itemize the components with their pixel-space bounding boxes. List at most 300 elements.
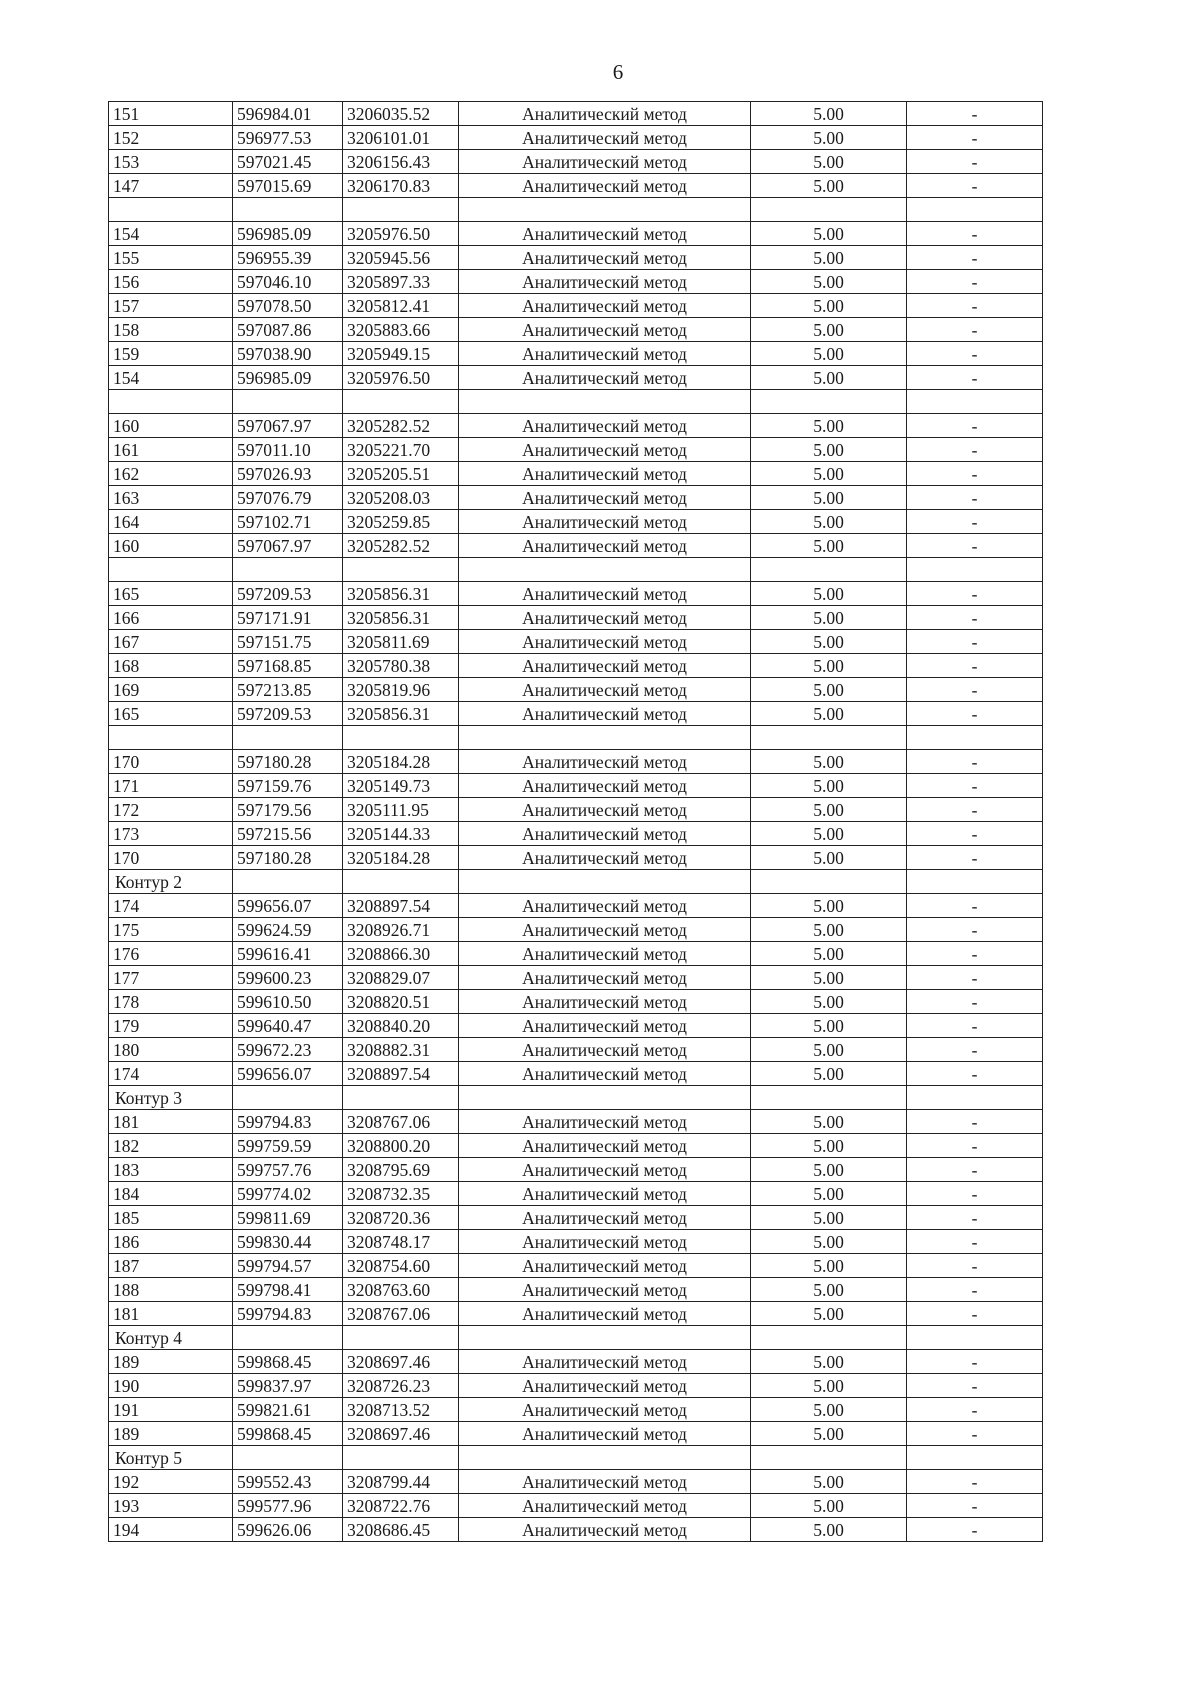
description: - (907, 126, 1043, 150)
method: Аналитический метод (459, 270, 751, 294)
y-coordinate: 3205205.51 (343, 462, 459, 486)
method: Аналитический метод (459, 798, 751, 822)
empty-cell (751, 198, 907, 222)
point-number: 165 (109, 582, 233, 606)
empty-cell (459, 390, 751, 414)
point-number: 173 (109, 822, 233, 846)
method: Аналитический метод (459, 894, 751, 918)
accuracy: 5.00 (751, 942, 907, 966)
table-row (109, 1398, 1043, 1422)
empty-cell (109, 390, 233, 414)
table-row (109, 774, 1043, 798)
y-coordinate: 3205897.33 (343, 270, 459, 294)
accuracy: 5.00 (751, 1254, 907, 1278)
empty-cell (459, 1326, 751, 1350)
y-coordinate: 3208795.69 (343, 1158, 459, 1182)
y-coordinate: 3208767.06 (343, 1302, 459, 1326)
description: - (907, 414, 1043, 438)
table-row (109, 1158, 1043, 1182)
accuracy: 5.00 (751, 102, 907, 126)
table-row (109, 1278, 1043, 1302)
accuracy: 5.00 (751, 414, 907, 438)
empty-cell (459, 558, 751, 582)
accuracy: 5.00 (751, 1350, 907, 1374)
description: - (907, 318, 1043, 342)
method: Аналитический метод (459, 102, 751, 126)
accuracy: 5.00 (751, 270, 907, 294)
y-coordinate: 3205282.52 (343, 534, 459, 558)
table-row (109, 1134, 1043, 1158)
description: - (907, 1062, 1043, 1086)
point-number: 163 (109, 486, 233, 510)
point-number: 165 (109, 702, 233, 726)
point-number: 177 (109, 966, 233, 990)
point-number: 182 (109, 1134, 233, 1158)
empty-cell (109, 198, 233, 222)
empty-cell (751, 558, 907, 582)
accuracy: 5.00 (751, 918, 907, 942)
point-number: 156 (109, 270, 233, 294)
contour-label: Контур 3 (109, 1086, 233, 1110)
description: - (907, 174, 1043, 198)
x-coordinate: 599624.59 (233, 918, 343, 942)
method: Аналитический метод (459, 942, 751, 966)
accuracy: 5.00 (751, 654, 907, 678)
accuracy: 5.00 (751, 1110, 907, 1134)
method: Аналитический метод (459, 966, 751, 990)
y-coordinate: 3205282.52 (343, 414, 459, 438)
y-coordinate: 3205812.41 (343, 294, 459, 318)
method: Аналитический метод (459, 534, 751, 558)
x-coordinate: 599868.45 (233, 1350, 343, 1374)
point-number: 191 (109, 1398, 233, 1422)
point-number: 152 (109, 126, 233, 150)
x-coordinate: 597011.10 (233, 438, 343, 462)
point-number: 181 (109, 1302, 233, 1326)
x-coordinate: 597026.93 (233, 462, 343, 486)
table-row (109, 918, 1043, 942)
contour-label: Контур 5 (109, 1446, 233, 1470)
table-row (109, 366, 1043, 390)
method: Аналитический метод (459, 174, 751, 198)
description: - (907, 582, 1043, 606)
table-row (109, 678, 1043, 702)
description: - (907, 1278, 1043, 1302)
description: - (907, 342, 1043, 366)
description: - (907, 534, 1043, 558)
description: - (907, 1134, 1043, 1158)
empty-cell (907, 558, 1043, 582)
method: Аналитический метод (459, 414, 751, 438)
point-number: 176 (109, 942, 233, 966)
contour-label: Контур 4 (109, 1326, 233, 1350)
method: Аналитический метод (459, 918, 751, 942)
empty-cell (751, 1086, 907, 1110)
x-coordinate: 597215.56 (233, 822, 343, 846)
y-coordinate: 3205976.50 (343, 222, 459, 246)
y-coordinate: 3208926.71 (343, 918, 459, 942)
description: - (907, 246, 1043, 270)
accuracy: 5.00 (751, 294, 907, 318)
method: Аналитический метод (459, 630, 751, 654)
y-coordinate: 3205883.66 (343, 318, 459, 342)
method: Аналитический метод (459, 438, 751, 462)
x-coordinate: 597180.28 (233, 846, 343, 870)
empty-cell (233, 1446, 343, 1470)
description: - (907, 438, 1043, 462)
table-row (109, 126, 1043, 150)
description: - (907, 798, 1043, 822)
empty-cell (907, 198, 1043, 222)
accuracy: 5.00 (751, 126, 907, 150)
x-coordinate: 596977.53 (233, 126, 343, 150)
x-coordinate: 597046.10 (233, 270, 343, 294)
y-coordinate: 3208840.20 (343, 1014, 459, 1038)
point-number: 189 (109, 1350, 233, 1374)
empty-cell (907, 1326, 1043, 1350)
y-coordinate: 3206101.01 (343, 126, 459, 150)
empty-cell (343, 1446, 459, 1470)
description: - (907, 606, 1043, 630)
accuracy: 5.00 (751, 894, 907, 918)
accuracy: 5.00 (751, 1494, 907, 1518)
x-coordinate: 599552.43 (233, 1470, 343, 1494)
point-number: 159 (109, 342, 233, 366)
x-coordinate: 597209.53 (233, 702, 343, 726)
x-coordinate: 599626.06 (233, 1518, 343, 1542)
y-coordinate: 3208800.20 (343, 1134, 459, 1158)
empty-cell (751, 1446, 907, 1470)
description: - (907, 222, 1043, 246)
accuracy: 5.00 (751, 1302, 907, 1326)
point-number: 174 (109, 894, 233, 918)
empty-cell (343, 558, 459, 582)
point-number: 181 (109, 1110, 233, 1134)
point-number: 162 (109, 462, 233, 486)
x-coordinate: 597015.69 (233, 174, 343, 198)
table-row (109, 582, 1043, 606)
coordinates-table-body (109, 102, 1043, 1542)
table-row (109, 1206, 1043, 1230)
method: Аналитический метод (459, 462, 751, 486)
point-number: 192 (109, 1470, 233, 1494)
y-coordinate: 3205111.95 (343, 798, 459, 822)
point-number: 183 (109, 1158, 233, 1182)
contour-header-row (109, 1446, 1043, 1470)
table-row (109, 318, 1043, 342)
point-number: 174 (109, 1062, 233, 1086)
point-number: 164 (109, 510, 233, 534)
x-coordinate: 599774.02 (233, 1182, 343, 1206)
method: Аналитический метод (459, 774, 751, 798)
y-coordinate: 3205819.96 (343, 678, 459, 702)
method: Аналитический метод (459, 1014, 751, 1038)
method: Аналитический метод (459, 1062, 751, 1086)
empty-cell (233, 726, 343, 750)
point-number: 190 (109, 1374, 233, 1398)
empty-cell (459, 1086, 751, 1110)
description: - (907, 990, 1043, 1014)
point-number: 167 (109, 630, 233, 654)
accuracy: 5.00 (751, 1518, 907, 1542)
description: - (907, 774, 1043, 798)
table-row (109, 174, 1043, 198)
empty-cell (751, 870, 907, 894)
point-number: 154 (109, 222, 233, 246)
empty-cell (907, 726, 1043, 750)
y-coordinate: 3205259.85 (343, 510, 459, 534)
table-row (109, 942, 1043, 966)
y-coordinate: 3208820.51 (343, 990, 459, 1014)
x-coordinate: 599577.96 (233, 1494, 343, 1518)
x-coordinate: 599794.57 (233, 1254, 343, 1278)
x-coordinate: 599794.83 (233, 1302, 343, 1326)
table-row (109, 1470, 1043, 1494)
point-number: 175 (109, 918, 233, 942)
description: - (907, 1302, 1043, 1326)
description: - (907, 1374, 1043, 1398)
description: - (907, 1470, 1043, 1494)
y-coordinate: 3206035.52 (343, 102, 459, 126)
x-coordinate: 599798.41 (233, 1278, 343, 1302)
x-coordinate: 597209.53 (233, 582, 343, 606)
y-coordinate: 3208799.44 (343, 1470, 459, 1494)
accuracy: 5.00 (751, 1230, 907, 1254)
separator-row (109, 558, 1043, 582)
accuracy: 5.00 (751, 222, 907, 246)
y-coordinate: 3205856.31 (343, 582, 459, 606)
method: Аналитический метод (459, 1134, 751, 1158)
x-coordinate: 597179.56 (233, 798, 343, 822)
table-row (109, 1518, 1043, 1542)
y-coordinate: 3208720.36 (343, 1206, 459, 1230)
table-row (109, 1182, 1043, 1206)
table-row (109, 1254, 1043, 1278)
description: - (907, 918, 1043, 942)
description: - (907, 750, 1043, 774)
point-number: 185 (109, 1206, 233, 1230)
accuracy: 5.00 (751, 798, 907, 822)
accuracy: 5.00 (751, 1158, 907, 1182)
description: - (907, 822, 1043, 846)
empty-cell (459, 1446, 751, 1470)
table-row (109, 1374, 1043, 1398)
x-coordinate: 599759.59 (233, 1134, 343, 1158)
x-coordinate: 597151.75 (233, 630, 343, 654)
empty-cell (233, 1326, 343, 1350)
description: - (907, 966, 1043, 990)
accuracy: 5.00 (751, 1134, 907, 1158)
point-number: 172 (109, 798, 233, 822)
accuracy: 5.00 (751, 1374, 907, 1398)
method: Аналитический метод (459, 1206, 751, 1230)
empty-cell (343, 1086, 459, 1110)
point-number: 179 (109, 1014, 233, 1038)
method: Аналитический метод (459, 1230, 751, 1254)
x-coordinate: 599757.76 (233, 1158, 343, 1182)
point-number: 155 (109, 246, 233, 270)
y-coordinate: 3205208.03 (343, 486, 459, 510)
table-row (109, 342, 1043, 366)
method: Аналитический метод (459, 822, 751, 846)
y-coordinate: 3208726.23 (343, 1374, 459, 1398)
description: - (907, 366, 1043, 390)
empty-cell (109, 558, 233, 582)
description: - (907, 1206, 1043, 1230)
table-row (109, 846, 1043, 870)
method: Аналитический метод (459, 1302, 751, 1326)
method: Аналитический метод (459, 342, 751, 366)
x-coordinate: 599656.07 (233, 894, 343, 918)
y-coordinate: 3205811.69 (343, 630, 459, 654)
table-row (109, 750, 1043, 774)
page-number: 6 (612, 60, 624, 84)
method: Аналитический метод (459, 246, 751, 270)
y-coordinate: 3205149.73 (343, 774, 459, 798)
x-coordinate: 596984.01 (233, 102, 343, 126)
method: Аналитический метод (459, 702, 751, 726)
accuracy: 5.00 (751, 1062, 907, 1086)
method: Аналитический метод (459, 1110, 751, 1134)
description: - (907, 294, 1043, 318)
x-coordinate: 597067.97 (233, 414, 343, 438)
point-number: 188 (109, 1278, 233, 1302)
method: Аналитический метод (459, 1182, 751, 1206)
contour-label: Контур 2 (109, 870, 233, 894)
description: - (907, 678, 1043, 702)
point-number: 186 (109, 1230, 233, 1254)
contour-header-row (109, 1326, 1043, 1350)
table-row (109, 414, 1043, 438)
description: - (907, 846, 1043, 870)
description: - (907, 894, 1043, 918)
y-coordinate: 3205221.70 (343, 438, 459, 462)
point-number: 168 (109, 654, 233, 678)
accuracy: 5.00 (751, 678, 907, 702)
table-row (109, 606, 1043, 630)
x-coordinate: 597171.91 (233, 606, 343, 630)
accuracy: 5.00 (751, 1014, 907, 1038)
empty-cell (751, 1326, 907, 1350)
y-coordinate: 3205144.33 (343, 822, 459, 846)
coordinates-table (108, 101, 1043, 1542)
description: - (907, 1518, 1043, 1542)
accuracy: 5.00 (751, 1038, 907, 1062)
accuracy: 5.00 (751, 702, 907, 726)
point-number: 160 (109, 414, 233, 438)
method: Аналитический метод (459, 486, 751, 510)
accuracy: 5.00 (751, 774, 907, 798)
table-row (109, 822, 1043, 846)
y-coordinate: 3206156.43 (343, 150, 459, 174)
empty-cell (233, 870, 343, 894)
table-row (109, 990, 1043, 1014)
empty-cell (343, 726, 459, 750)
point-number: 180 (109, 1038, 233, 1062)
method: Аналитический метод (459, 1422, 751, 1446)
method: Аналитический метод (459, 846, 751, 870)
y-coordinate: 3206170.83 (343, 174, 459, 198)
accuracy: 5.00 (751, 366, 907, 390)
accuracy: 5.00 (751, 486, 907, 510)
description: - (907, 1014, 1043, 1038)
x-coordinate: 599794.83 (233, 1110, 343, 1134)
method: Аналитический метод (459, 1350, 751, 1374)
point-number: 184 (109, 1182, 233, 1206)
table-row (109, 462, 1043, 486)
table-row (109, 294, 1043, 318)
accuracy: 5.00 (751, 510, 907, 534)
description: - (907, 630, 1043, 654)
method: Аналитический метод (459, 654, 751, 678)
x-coordinate: 599830.44 (233, 1230, 343, 1254)
y-coordinate: 3208763.60 (343, 1278, 459, 1302)
x-coordinate: 599821.61 (233, 1398, 343, 1422)
table-row (109, 798, 1043, 822)
description: - (907, 1230, 1043, 1254)
point-number: 193 (109, 1494, 233, 1518)
x-coordinate: 597038.90 (233, 342, 343, 366)
table-row (109, 150, 1043, 174)
method: Аналитический метод (459, 750, 751, 774)
point-number: 189 (109, 1422, 233, 1446)
description: - (907, 510, 1043, 534)
separator-row (109, 198, 1043, 222)
table-row (109, 1110, 1043, 1134)
description: - (907, 1158, 1043, 1182)
empty-cell (233, 198, 343, 222)
accuracy: 5.00 (751, 1182, 907, 1206)
y-coordinate: 3208882.31 (343, 1038, 459, 1062)
x-coordinate: 597078.50 (233, 294, 343, 318)
accuracy: 5.00 (751, 750, 907, 774)
point-number: 158 (109, 318, 233, 342)
point-number: 169 (109, 678, 233, 702)
empty-cell (751, 390, 907, 414)
y-coordinate: 3208748.17 (343, 1230, 459, 1254)
empty-cell (343, 1326, 459, 1350)
accuracy: 5.00 (751, 438, 907, 462)
accuracy: 5.00 (751, 990, 907, 1014)
table-row (109, 246, 1043, 270)
y-coordinate: 3208897.54 (343, 1062, 459, 1086)
table-row (109, 894, 1043, 918)
empty-cell (751, 726, 907, 750)
description: - (907, 102, 1043, 126)
x-coordinate: 599600.23 (233, 966, 343, 990)
point-number: 194 (109, 1518, 233, 1542)
x-coordinate: 597180.28 (233, 750, 343, 774)
table-row (109, 702, 1043, 726)
y-coordinate: 3208713.52 (343, 1398, 459, 1422)
method: Аналитический метод (459, 1374, 751, 1398)
accuracy: 5.00 (751, 846, 907, 870)
empty-cell (109, 726, 233, 750)
y-coordinate: 3208767.06 (343, 1110, 459, 1134)
y-coordinate: 3208722.76 (343, 1494, 459, 1518)
empty-cell (459, 198, 751, 222)
y-coordinate: 3208686.45 (343, 1518, 459, 1542)
x-coordinate: 599616.41 (233, 942, 343, 966)
method: Аналитический метод (459, 1518, 751, 1542)
table-row (109, 1422, 1043, 1446)
accuracy: 5.00 (751, 606, 907, 630)
x-coordinate: 599656.07 (233, 1062, 343, 1086)
empty-cell (907, 390, 1043, 414)
y-coordinate: 3205856.31 (343, 606, 459, 630)
method: Аналитический метод (459, 1254, 751, 1278)
point-number: 171 (109, 774, 233, 798)
